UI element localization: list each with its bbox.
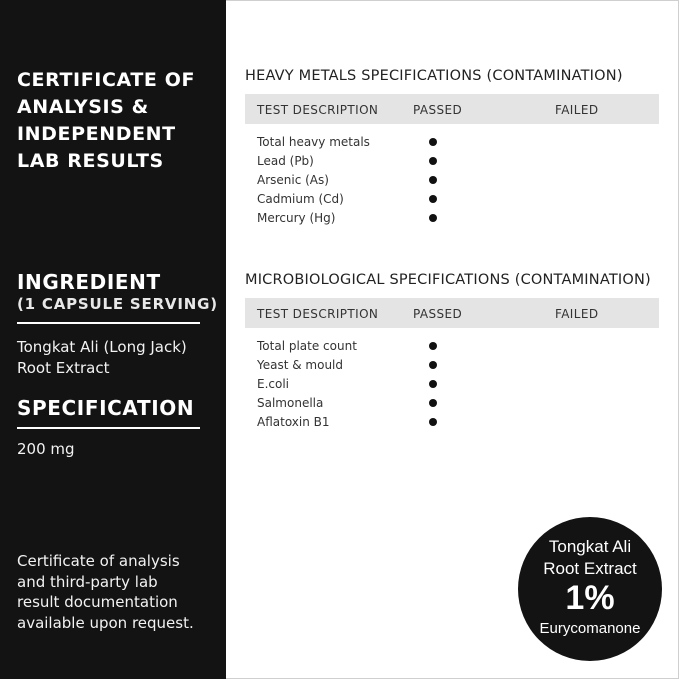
note-line: available upon request.: [17, 613, 194, 632]
test-description: Salmonella: [257, 396, 324, 410]
ingredient-value-line: Root Extract: [17, 359, 110, 377]
note-line: and third-party lab: [17, 572, 158, 591]
certificate-title-line: CERTIFICATE OF: [17, 69, 196, 91]
left-info-panel: [0, 0, 226, 679]
test-description: Lead (Pb): [257, 154, 314, 168]
ingredient-subheading: (1 CAPSULE SERVING): [17, 295, 218, 313]
microbiological-title: MICROBIOLOGICAL SPECIFICATIONS (CONTAMINATION): [245, 272, 651, 288]
header-failed: FAILED: [555, 307, 599, 321]
divider: [17, 322, 200, 324]
certificate-title-line: LAB RESULTS: [17, 150, 164, 172]
passed-dot-icon: [429, 342, 437, 350]
header-passed: PASSED: [413, 103, 463, 117]
ingredient-value: [17, 337, 222, 379]
certificate-title-line: INDEPENDENT: [17, 123, 176, 145]
availability-note: [17, 551, 222, 633]
table-row: [245, 394, 659, 413]
ingredient-value-line: Tongkat Ali (Long Jack): [17, 338, 187, 356]
test-description: Total heavy metals: [257, 135, 370, 149]
specification-value: 200 mg: [17, 440, 75, 458]
badge-line-3: Eurycomanone: [539, 620, 641, 637]
eurycomanone-badge: [518, 517, 662, 661]
microbiological-rows: [245, 337, 659, 432]
certificate-title-line: ANALYSIS &: [17, 96, 149, 118]
table-row: [245, 171, 659, 190]
table-row: [245, 375, 659, 394]
table-row: [245, 152, 659, 171]
header-passed: PASSED: [413, 307, 463, 321]
badge-line-1: Tongkat Ali: [548, 537, 632, 556]
note-line: Certificate of analysis: [17, 552, 180, 570]
heavy-metals-table-header: [245, 94, 659, 124]
header-test-description: TEST DESCRIPTION: [257, 307, 379, 321]
specification-heading: SPECIFICATION: [17, 396, 195, 420]
note-line: result documentation: [17, 593, 178, 611]
test-description: Aflatoxin B1: [257, 415, 330, 429]
passed-dot-icon: [429, 399, 437, 407]
badge-percent: 1%: [565, 579, 615, 617]
passed-dot-icon: [429, 380, 437, 388]
certificate-title: [17, 67, 217, 175]
passed-dot-icon: [429, 138, 437, 146]
table-row: [245, 356, 659, 375]
passed-dot-icon: [429, 176, 437, 184]
table-row: [245, 190, 659, 209]
passed-dot-icon: [429, 418, 437, 426]
test-description: Mercury (Hg): [257, 211, 336, 225]
ingredient-heading: INGREDIENT: [17, 270, 161, 294]
table-row: [245, 209, 659, 228]
heavy-metals-rows: [245, 133, 659, 228]
table-row: [245, 337, 659, 356]
divider: [17, 427, 200, 429]
passed-dot-icon: [429, 361, 437, 369]
heavy-metals-title: HEAVY METALS SPECIFICATIONS (CONTAMINATION): [245, 68, 623, 84]
test-description: Cadmium (Cd): [257, 192, 344, 206]
test-description: Arsenic (As): [257, 173, 329, 187]
header-test-description: TEST DESCRIPTION: [257, 103, 379, 117]
passed-dot-icon: [429, 157, 437, 165]
badge-line-2: Root Extract: [543, 559, 637, 578]
header-failed: FAILED: [555, 103, 599, 117]
passed-dot-icon: [429, 214, 437, 222]
microbiological-table-header: [245, 298, 659, 328]
test-description: Total plate count: [257, 339, 357, 353]
test-description: E.coli: [257, 377, 290, 391]
passed-dot-icon: [429, 195, 437, 203]
table-row: [245, 133, 659, 152]
test-description: Yeast & mould: [257, 358, 344, 372]
table-row: [245, 413, 659, 432]
